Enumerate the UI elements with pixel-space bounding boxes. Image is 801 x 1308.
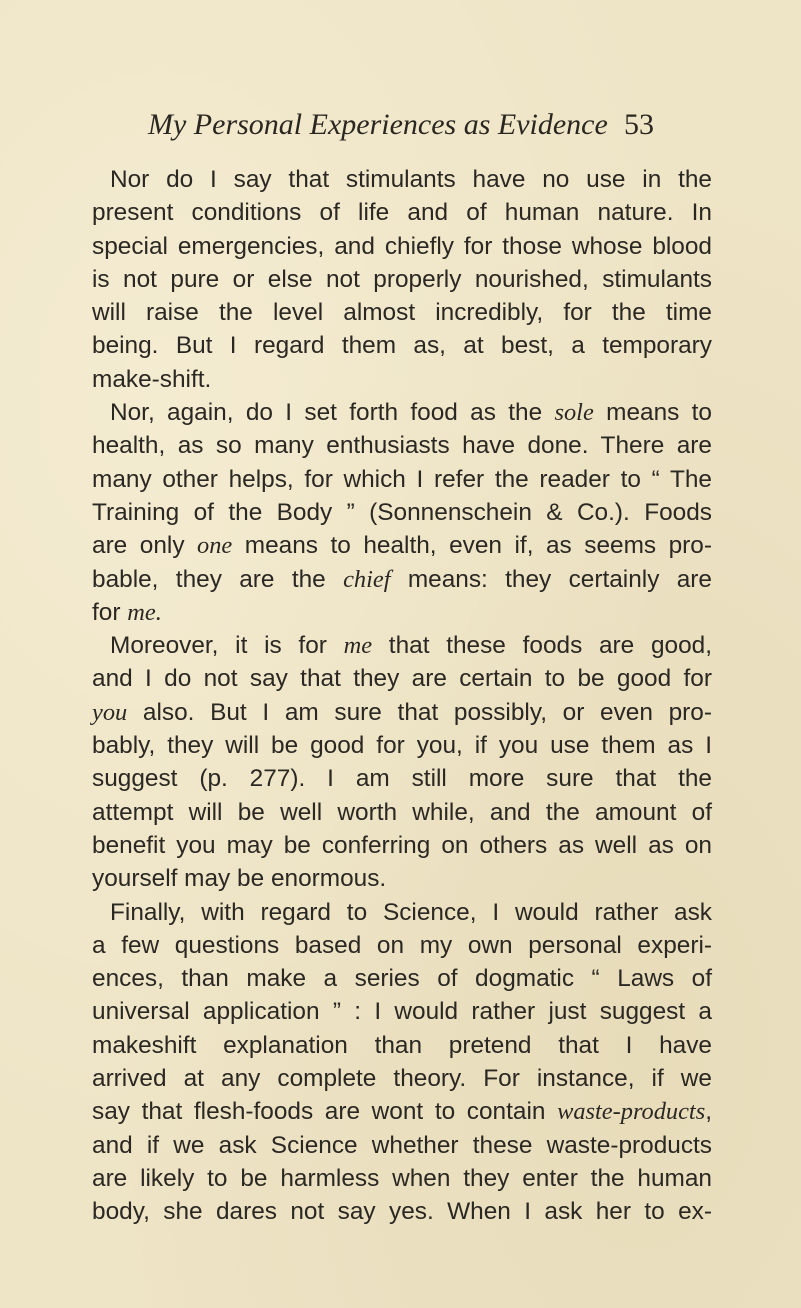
- italic-text: sole: [554, 399, 594, 427]
- text-run: special emergencies, and chiefly for those whose blood: [92, 232, 712, 260]
- text-line: [92, 563, 712, 596]
- text-run: bably, they will be good for you, if you use them as I: [92, 732, 712, 760]
- text-line: [92, 163, 712, 196]
- text-run: is not pure or else not properly nourished, stimulants: [92, 265, 712, 293]
- text-line: [92, 995, 712, 1028]
- text-run: present conditions of life and of human nature. In: [92, 199, 712, 227]
- text-line: [92, 1195, 712, 1228]
- text-run: bable, they are the: [92, 565, 344, 593]
- text-run: being. But I regard them as, at best, a temporary: [92, 332, 712, 360]
- running-header: [148, 108, 654, 152]
- text-line: [92, 196, 712, 229]
- text-line: [92, 329, 712, 362]
- text-run: body, she dares not say yes. When I ask her to ex-: [92, 1198, 712, 1226]
- text-run: attempt will be well worth while, and the amount of: [92, 798, 712, 826]
- italic-text: me.: [127, 598, 162, 626]
- text-line: [92, 230, 712, 263]
- text-line: [92, 829, 712, 862]
- text-run: Finally, with regard to Science, I would rather ask: [110, 898, 712, 926]
- italic-text: one: [197, 532, 233, 560]
- text-run: suggest (p. 277). I am still more sure that the: [92, 765, 712, 793]
- text-line: [92, 696, 712, 729]
- text-run: ences, than make a series of dogmatic “ Laws of: [92, 965, 712, 993]
- text-line: [92, 662, 712, 695]
- text-run: that these foods are good,: [372, 632, 713, 660]
- text-run: make-shift.: [92, 365, 212, 393]
- text-run: means to: [593, 399, 712, 427]
- text-run: arrived at any complete theory. For instance, if we: [92, 1065, 712, 1093]
- italic-text: me: [343, 632, 373, 660]
- body-text: [92, 163, 712, 1229]
- text-run: will raise the level almost incredibly, for the time: [92, 299, 712, 327]
- text-line: [92, 296, 712, 329]
- text-run: are likely to be harmless when they enter the human: [92, 1164, 712, 1192]
- text-run: Nor do I say that stimulants have no use in the: [110, 166, 712, 193]
- italic-text: you: [92, 698, 128, 726]
- text-run: universal application ” : I would rather just suggest a: [92, 998, 712, 1026]
- text-run: a few questions based on my own personal experi-: [92, 931, 712, 959]
- text-line: [92, 396, 712, 429]
- text-line: [92, 1062, 712, 1095]
- text-line: [92, 1129, 712, 1162]
- text-run: many other helps, for which I refer the reader to “ The: [92, 465, 712, 493]
- text-line: [92, 896, 712, 929]
- page-number: 53: [624, 108, 654, 141]
- text-line: [92, 429, 712, 462]
- text-run: say that flesh-foods are wont to contain: [92, 1098, 558, 1126]
- text-run: health, as so many enthusiasts have done. There are: [92, 432, 712, 460]
- text-line: [92, 529, 712, 562]
- text-run: and if we ask Science whether these waste-products: [92, 1131, 712, 1159]
- text-run: also. But I am sure that possibly, or even pro-: [127, 698, 712, 726]
- text-line: [92, 1162, 712, 1195]
- text-run: Moreover, it is for: [110, 632, 344, 660]
- text-line: [92, 363, 712, 396]
- text-line: [92, 596, 712, 629]
- text-run: makeshift explanation than pretend that I have: [92, 1031, 712, 1059]
- italic-text: waste-products: [557, 1098, 706, 1126]
- text-run: Nor, again, do I set forth food as the: [110, 399, 555, 427]
- text-line: [92, 962, 712, 995]
- text-run: for: [92, 598, 128, 626]
- text-line: [92, 629, 712, 662]
- text-line: [92, 463, 712, 496]
- running-title: My Personal Experiences as Evidence: [148, 108, 608, 141]
- text-line: [92, 729, 712, 762]
- text-run: are only: [92, 532, 198, 560]
- text-run: yourself may be enormous.: [92, 865, 387, 893]
- text-line: [92, 496, 712, 529]
- text-line: [92, 1095, 712, 1128]
- text-run: benefit you may be conferring on others as well as on: [92, 831, 712, 859]
- text-line: [92, 762, 712, 795]
- text-run: and I do not say that they are certain to be good for: [92, 665, 712, 693]
- text-line: [92, 263, 712, 296]
- text-line: [92, 862, 712, 895]
- italic-text: chief: [343, 565, 391, 593]
- text-line: [92, 1029, 712, 1062]
- text-line: [92, 796, 712, 829]
- text-run: means: they certainly are: [390, 565, 712, 593]
- text-run: ,: [705, 1098, 712, 1126]
- text-line: [92, 929, 712, 962]
- text-run: Training of the Body ” (Sonnenschein & Co.). Foods: [92, 498, 712, 526]
- text-run: means to health, even if, as seems pro-: [232, 532, 712, 560]
